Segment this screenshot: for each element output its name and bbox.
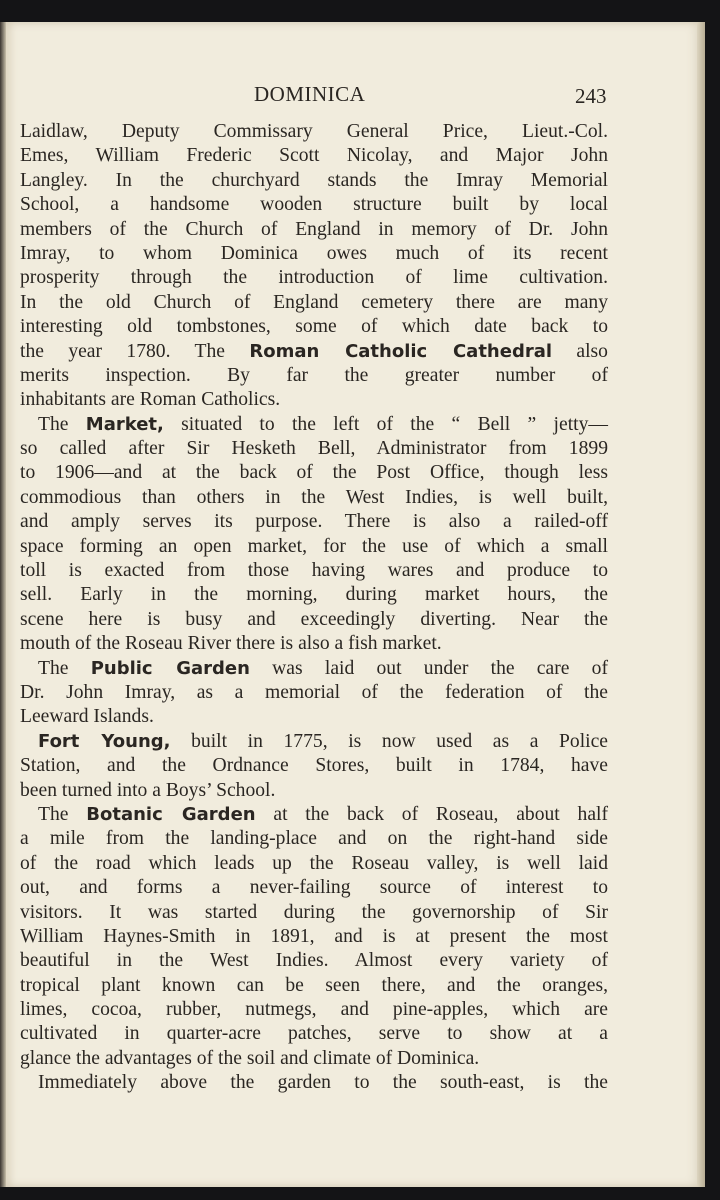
text-line [20,1071,608,1095]
text-line [20,413,608,437]
page-fore-edge [697,22,705,1187]
line-text: and amply serves its purpose. There is also a railed-off [20,511,608,533]
line-text: Laidlaw, Deputy Commissary General Price, Lieut.-Col. [20,121,608,142]
line-text: inhabitants are Roman Catholics. [20,389,281,411]
line-text: so called after Sir Hesketh Bell, Administrator from 1899 [20,438,608,460]
line-text: of the road which leads up the Roseau valley, is well laid [20,852,608,874]
line-text: The [38,413,86,435]
line-text: prosperity through the introduction of lime cultivation. [20,267,608,289]
text-line [20,388,608,412]
text-line [20,535,608,559]
line-text: Dr. John Imray, as a memorial of the federation of the [20,681,608,703]
line-text: beautiful in the West Indies. Almost every variety of [20,950,608,972]
text-line [20,827,608,851]
line-text: Immediately above the garden to the south-east, is the [38,1072,608,1094]
text-line [20,340,608,364]
line-text: toll is exacted from those having wares and produce to [20,560,608,582]
text-line [20,901,608,925]
text-line [20,998,608,1022]
text-line [20,681,608,705]
text-line [20,925,608,949]
line-text: limes, cocoa, rubber, nutmegs, and pine-apples, which are [20,999,608,1021]
text-line [20,120,608,144]
text-line [20,754,608,778]
text-line [20,559,608,583]
line-text: the year 1780. The [20,340,250,362]
line-text: cultivated in quarter-acre patches, serve to show at a [20,1023,608,1045]
text-line [20,291,608,315]
line-text: visitors. It was started during the governorship of Sir [20,901,608,923]
text-line [20,779,608,803]
line-text: been turned into a Boys’ School. [20,779,276,801]
line-text: In the old Church of England cemetery there are many [20,291,608,313]
line-text: situated to the left of the “ Bell ” jetty— [163,413,608,435]
line-text: at the back of Roseau, about half [255,803,608,825]
line-text: The [38,657,91,679]
text-line [20,852,608,876]
line-text: interesting old tombstones, some of which date back to [20,316,608,338]
text-line [20,1022,608,1046]
text-line [20,803,608,827]
bold-place-name: Roman Catholic Cathedral [249,340,553,362]
line-text: glance the advantages of the soil and climate of Dominica. [20,1047,480,1069]
text-line [20,510,608,534]
line-text: William Haynes-Smith in 1891, and is at present the most [20,925,608,947]
text-line [20,1047,608,1071]
text-line [20,169,608,193]
line-text: to 1906—and at the back of the Post Office, though less [20,462,608,484]
line-text: The [38,803,87,825]
text-line [20,242,608,266]
line-text: members of the Church of England in memory of Dr. John [20,218,608,240]
text-line [20,486,608,510]
text-line [20,437,608,461]
line-text: space forming an open market, for the use of which a small [20,535,608,557]
text-line [20,974,608,998]
text-line [20,705,608,729]
line-text: mouth of the Roseau River there is also a fish market. [20,633,442,655]
line-text: a mile from the landing-place and on the right-hand side [20,828,608,850]
text-line [20,144,608,168]
line-text: commodious than others in the West Indies, is well built, [20,486,608,508]
line-text: Langley. In the churchyard stands the Imray Memorial [20,169,608,191]
text-line [20,315,608,339]
line-text: built in 1775, is now used as a Police [170,730,608,752]
line-text: scene here is busy and exceedingly diverting. Near the [20,608,608,630]
line-text: also [552,340,608,362]
line-text: merits inspection. By far the greater number of [20,364,608,386]
bold-place-name: Fort Young, [38,730,171,752]
page-header [0,82,720,114]
line-text: Station, and the Ordnance Stores, built in 1784, have [20,755,608,777]
line-text: School, a handsome wooden structure built by local [20,194,608,216]
text-line [20,657,608,681]
text-line [20,876,608,900]
line-text: was laid out under the care of [249,657,608,679]
text-line [20,730,608,754]
text-line [20,583,608,607]
bold-place-name: Botanic Garden [86,803,256,825]
text-line [20,266,608,290]
bold-place-name: Market, [85,413,164,435]
line-text: Emes, William Frederic Scott Nicolay, and Major John [20,145,608,167]
text-line [20,632,608,656]
line-text: sell. Early in the morning, during market hours, the [20,584,608,606]
body-text [20,120,608,1096]
line-text: Imray, to whom Dominica owes much of its recent [20,242,608,264]
line-text: Leeward Islands. [20,706,154,728]
text-line [20,461,608,485]
bold-place-name: Public Garden [90,657,250,679]
line-text: out, and forms a never-failing source of interest to [20,877,608,899]
text-line [20,949,608,973]
text-line [20,218,608,242]
text-line [20,364,608,388]
text-line [20,193,608,217]
page-number: 243 [575,84,607,108]
line-text: tropical plant known can be seen there, and the oranges, [20,974,608,996]
running-head: DOMINICA [254,82,366,106]
text-line [20,608,608,632]
